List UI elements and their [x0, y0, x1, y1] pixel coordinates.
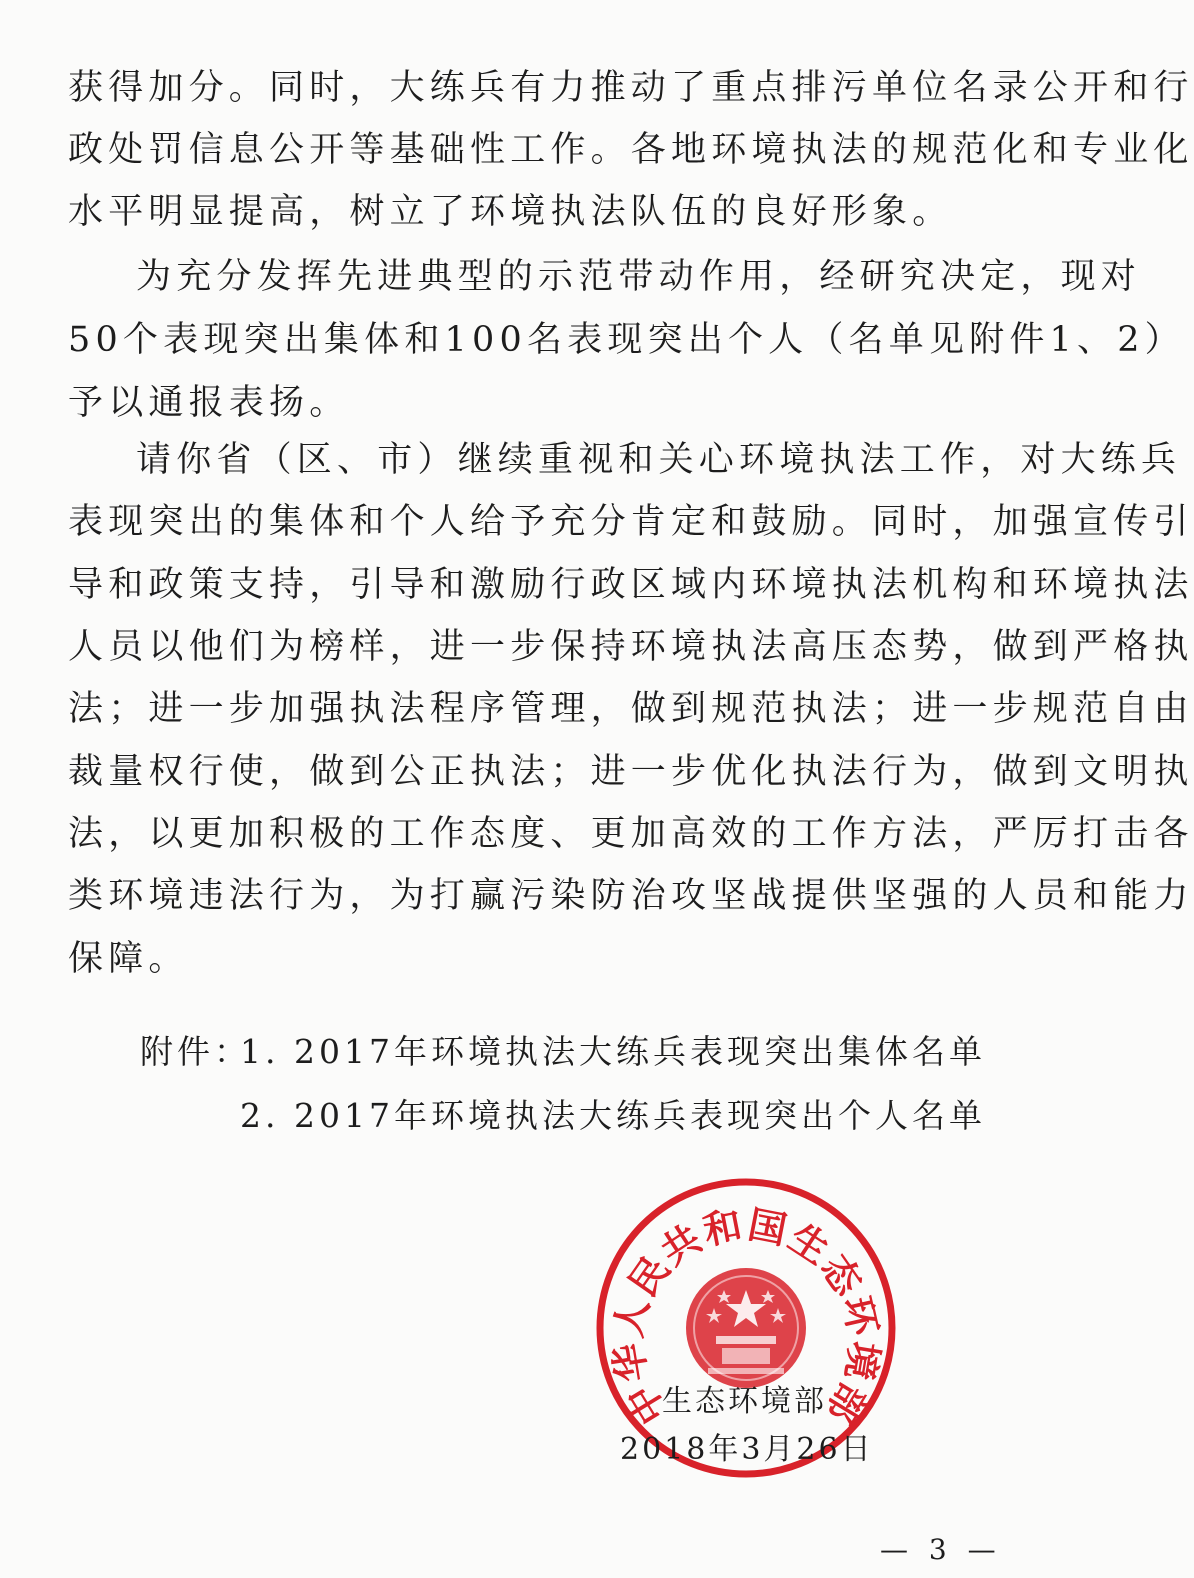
body-line-5: 50个表现突出集体和100名表现突出个人（名单见附件1、2） — [68, 320, 1185, 360]
body-line-3: 水平明显提高，树立了环境执法队伍的良好形象。 — [68, 192, 953, 232]
body-line-1: 获得加分。同时，大练兵有力推动了重点排污单位名录公开和行 — [68, 68, 1194, 108]
body-line-12: 裁量权行使，做到公正执法；进一步优化执法行为，做到文明执 — [68, 752, 1194, 792]
body-line-7: 请你省（区、市）继续重视和关心环境执法工作，对大练兵 — [136, 440, 1182, 480]
seal-text: 中华人民共和国生态环境部 — [604, 1201, 888, 1433]
national-emblem-icon — [686, 1268, 806, 1388]
body-line-13: 法，以更加积极的工作态度、更加高效的工作方法，严厉打击各 — [68, 814, 1194, 854]
body-line-14: 类环境违法行为，为打赢污染防治攻坚战提供坚强的人员和能力 — [68, 876, 1194, 916]
body-line-15: 保障。 — [68, 939, 189, 979]
body-line-6: 予以通报表扬。 — [68, 383, 350, 423]
body-line-8: 表现突出的集体和个人给予充分肯定和鼓励。同时，加强宣传引 — [68, 502, 1194, 542]
page-number: — 3 — — [880, 1533, 1002, 1566]
body-line-2: 政处罚信息公开等基础性工作。各地环境执法的规范化和专业化 — [68, 130, 1194, 170]
body-line-9: 导和政策支持，引导和激励行政区域内环境执法机构和环境执法 — [68, 565, 1194, 605]
attachment-item-2: 2. 2017年环境执法大练兵表现突出个人名单 — [240, 1096, 986, 1135]
issuer-name: 生态环境部 — [662, 1384, 827, 1419]
issue-date: 2018年3月26日 — [620, 1432, 874, 1467]
body-line-11: 法；进一步加强执法程序管理，做到规范执法；进一步规范自由 — [68, 689, 1194, 729]
attachments-label: 附件： — [140, 1032, 251, 1071]
body-line-10: 人员以他们为榜样，进一步保持环境执法高压态势，做到严格执 — [68, 627, 1194, 667]
body-line-4: 为充分发挥先进典型的示范带动作用，经研究决定，现对 — [136, 257, 1142, 297]
attachment-item-1: 1. 2017年环境执法大练兵表现突出集体名单 — [240, 1032, 986, 1071]
